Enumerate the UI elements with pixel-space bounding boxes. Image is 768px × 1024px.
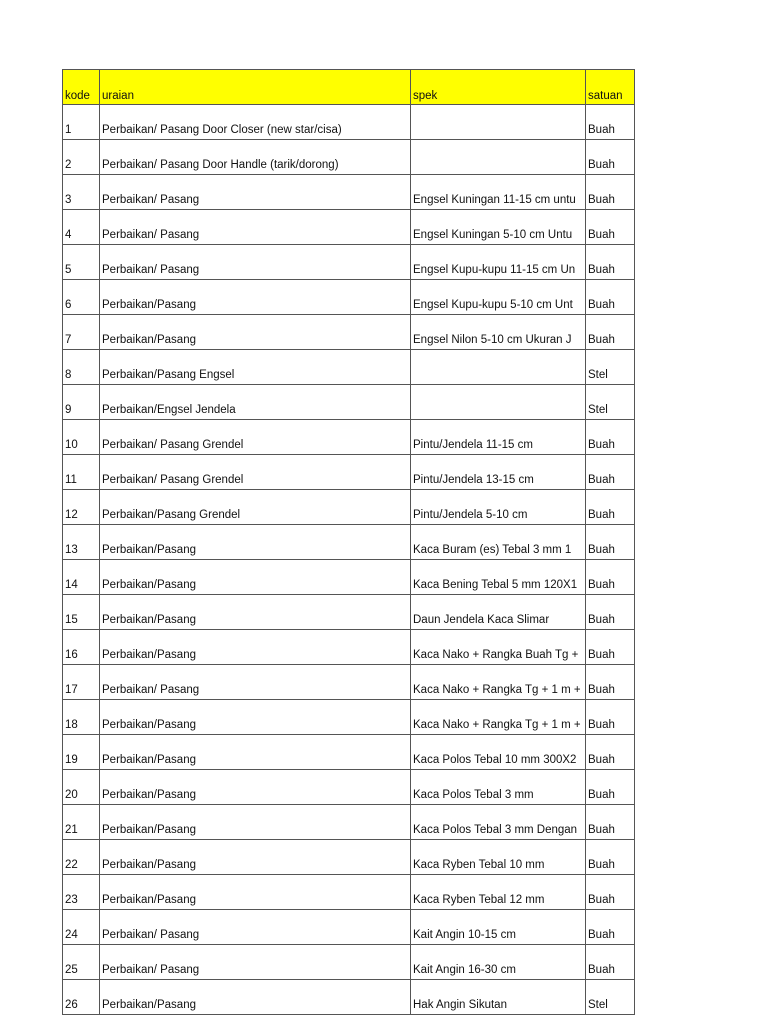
cell-uraian[interactable]: Perbaikan/ Pasang Door Closer (new star/cisa) bbox=[100, 105, 411, 140]
cell-uraian[interactable]: Perbaikan/ Pasang bbox=[100, 175, 411, 210]
table-row bbox=[63, 805, 635, 840]
cell-kode[interactable]: 3 bbox=[63, 175, 100, 210]
cell-uraian[interactable]: Perbaikan/Pasang bbox=[100, 525, 411, 560]
table-row bbox=[63, 875, 635, 910]
cell-spek[interactable]: Kaca Ryben Tebal 10 mm bbox=[411, 840, 586, 875]
cell-kode[interactable]: 18 bbox=[63, 700, 100, 735]
cell-satuan[interactable]: Buah bbox=[586, 315, 635, 350]
cell-kode[interactable]: 19 bbox=[63, 735, 100, 770]
cell-uraian[interactable]: Perbaikan/Pasang Grendel bbox=[100, 490, 411, 525]
cell-uraian[interactable]: Perbaikan/ Pasang Door Handle (tarik/dorong) bbox=[100, 140, 411, 175]
cell-uraian[interactable]: Perbaikan/Pasang bbox=[100, 700, 411, 735]
cell-spek[interactable]: Kaca Nako + Rangka Buah Tg + bbox=[411, 630, 586, 665]
cell-satuan[interactable]: Buah bbox=[586, 700, 635, 735]
spreadsheet-sheet bbox=[62, 69, 634, 1015]
cell-kode[interactable]: 7 bbox=[63, 315, 100, 350]
cell-kode[interactable]: 16 bbox=[63, 630, 100, 665]
cell-satuan[interactable]: Buah bbox=[586, 805, 635, 840]
header-row bbox=[63, 70, 635, 105]
cell-satuan[interactable]: Buah bbox=[586, 175, 635, 210]
cell-satuan[interactable]: Stel bbox=[586, 385, 635, 420]
cell-kode[interactable]: 12 bbox=[63, 490, 100, 525]
cell-spek[interactable]: Pintu/Jendela 13-15 cm bbox=[411, 455, 586, 490]
cell-satuan[interactable]: Buah bbox=[586, 665, 635, 700]
cell-kode[interactable]: 2 bbox=[63, 140, 100, 175]
cell-spek[interactable]: Engsel Kupu-kupu 5-10 cm Unt bbox=[411, 280, 586, 315]
cell-kode[interactable]: 6 bbox=[63, 280, 100, 315]
cell-spek[interactable]: Kaca Nako + Rangka Tg + 1 m + bbox=[411, 700, 586, 735]
cell-uraian[interactable]: Perbaikan/Engsel Jendela bbox=[100, 385, 411, 420]
cell-kode[interactable]: 10 bbox=[63, 420, 100, 455]
cell-spek[interactable]: Pintu/Jendela 11-15 cm bbox=[411, 420, 586, 455]
cell-kode[interactable]: 1 bbox=[63, 105, 100, 140]
work-items-table bbox=[62, 69, 635, 1015]
cell-kode[interactable]: 17 bbox=[63, 665, 100, 700]
cell-satuan[interactable]: Buah bbox=[586, 525, 635, 560]
cell-uraian[interactable]: Perbaikan/Pasang bbox=[100, 595, 411, 630]
cell-kode[interactable]: 5 bbox=[63, 245, 100, 280]
table-row bbox=[63, 700, 635, 735]
cell-satuan[interactable]: Buah bbox=[586, 455, 635, 490]
table-row bbox=[63, 315, 635, 350]
cell-kode[interactable]: 14 bbox=[63, 560, 100, 595]
cell-spek[interactable]: Engsel Kuningan 5-10 cm Untu bbox=[411, 210, 586, 245]
cell-satuan[interactable]: Buah bbox=[586, 245, 635, 280]
cell-kode[interactable]: 4 bbox=[63, 210, 100, 245]
cell-spek[interactable]: Kaca Ryben Tebal 12 mm bbox=[411, 875, 586, 910]
cell-satuan[interactable]: Buah bbox=[586, 770, 635, 805]
cell-kode[interactable]: 23 bbox=[63, 875, 100, 910]
cell-spek[interactable]: Kait Angin 10-15 cm bbox=[411, 910, 586, 945]
cell-uraian[interactable]: Perbaikan/Pasang bbox=[100, 315, 411, 350]
cell-uraian[interactable]: Perbaikan/Pasang bbox=[100, 735, 411, 770]
cell-satuan[interactable]: Stel bbox=[586, 980, 635, 1015]
cell-satuan[interactable]: Stel bbox=[586, 350, 635, 385]
cell-kode[interactable]: 8 bbox=[63, 350, 100, 385]
table-row bbox=[63, 595, 635, 630]
cell-uraian[interactable]: Perbaikan/Pasang bbox=[100, 280, 411, 315]
cell-spek[interactable]: Engsel Nilon 5-10 cm Ukuran J bbox=[411, 315, 586, 350]
cell-kode[interactable]: 24 bbox=[63, 910, 100, 945]
cell-satuan[interactable]: Buah bbox=[586, 560, 635, 595]
cell-spek[interactable] bbox=[411, 350, 586, 385]
cell-uraian[interactable]: Perbaikan/ Pasang bbox=[100, 665, 411, 700]
table-row bbox=[63, 140, 635, 175]
cell-kode[interactable]: 20 bbox=[63, 770, 100, 805]
table-row bbox=[63, 770, 635, 805]
header-satuan[interactable]: satuan bbox=[586, 70, 635, 105]
cell-spek[interactable]: Kait Angin 16-30 cm bbox=[411, 945, 586, 980]
table-row bbox=[63, 735, 635, 770]
cell-spek[interactable]: Hak Angin Sikutan bbox=[411, 980, 586, 1015]
table-row bbox=[63, 525, 635, 560]
cell-spek[interactable]: Engsel Kupu-kupu 11-15 cm Un bbox=[411, 245, 586, 280]
table-row bbox=[63, 245, 635, 280]
table-row bbox=[63, 910, 635, 945]
cell-satuan[interactable]: Buah bbox=[586, 490, 635, 525]
cell-satuan[interactable]: Buah bbox=[586, 875, 635, 910]
cell-spek[interactable]: Kaca Nako + Rangka Tg + 1 m + bbox=[411, 665, 586, 700]
cell-satuan[interactable]: Buah bbox=[586, 735, 635, 770]
cell-uraian[interactable]: Perbaikan/Pasang bbox=[100, 560, 411, 595]
cell-satuan[interactable]: Buah bbox=[586, 280, 635, 315]
cell-spek[interactable] bbox=[411, 105, 586, 140]
table-row bbox=[63, 455, 635, 490]
cell-satuan[interactable]: Buah bbox=[586, 420, 635, 455]
cell-satuan[interactable]: Buah bbox=[586, 105, 635, 140]
cell-spek[interactable]: Kaca Buram (es) Tebal 3 mm 1 bbox=[411, 525, 586, 560]
table-row bbox=[63, 280, 635, 315]
cell-spek[interactable]: Kaca Polos Tebal 10 mm 300X2 bbox=[411, 735, 586, 770]
cell-spek[interactable] bbox=[411, 385, 586, 420]
cell-kode[interactable]: 9 bbox=[63, 385, 100, 420]
cell-uraian[interactable]: Perbaikan/ Pasang bbox=[100, 210, 411, 245]
cell-uraian[interactable]: Perbaikan/Pasang bbox=[100, 840, 411, 875]
cell-uraian[interactable]: Perbaikan/Pasang bbox=[100, 875, 411, 910]
cell-uraian[interactable]: Perbaikan/Pasang Engsel bbox=[100, 350, 411, 385]
cell-kode[interactable]: 25 bbox=[63, 945, 100, 980]
cell-spek[interactable]: Kaca Polos Tebal 3 mm bbox=[411, 770, 586, 805]
cell-satuan[interactable]: Buah bbox=[586, 210, 635, 245]
cell-satuan[interactable]: Buah bbox=[586, 840, 635, 875]
cell-kode[interactable]: 13 bbox=[63, 525, 100, 560]
table-body bbox=[63, 105, 635, 1015]
cell-kode[interactable]: 26 bbox=[63, 980, 100, 1015]
cell-uraian[interactable]: Perbaikan/Pasang bbox=[100, 630, 411, 665]
cell-satuan[interactable]: Buah bbox=[586, 910, 635, 945]
table-row bbox=[63, 210, 635, 245]
cell-satuan[interactable]: Buah bbox=[586, 140, 635, 175]
table-row bbox=[63, 560, 635, 595]
table-row bbox=[63, 105, 635, 140]
cell-uraian[interactable]: Perbaikan/ Pasang bbox=[100, 945, 411, 980]
cell-uraian[interactable]: Perbaikan/ Pasang bbox=[100, 910, 411, 945]
table-row bbox=[63, 385, 635, 420]
header-uraian[interactable]: uraian bbox=[100, 70, 411, 105]
cell-kode[interactable]: 11 bbox=[63, 455, 100, 490]
cell-spek[interactable]: Daun Jendela Kaca Slimar bbox=[411, 595, 586, 630]
header-spek[interactable]: spek bbox=[411, 70, 586, 105]
table-row bbox=[63, 490, 635, 525]
cell-spek[interactable]: Pintu/Jendela 5-10 cm bbox=[411, 490, 586, 525]
header-kode[interactable]: kode bbox=[63, 70, 100, 105]
cell-uraian[interactable]: Perbaikan/ Pasang Grendel bbox=[100, 455, 411, 490]
table-row bbox=[63, 945, 635, 980]
cell-satuan[interactable]: Buah bbox=[586, 630, 635, 665]
cell-spek[interactable]: Engsel Kuningan 11-15 cm untu bbox=[411, 175, 586, 210]
cell-uraian[interactable]: Perbaikan/ Pasang bbox=[100, 245, 411, 280]
cell-kode[interactable]: 15 bbox=[63, 595, 100, 630]
table-row bbox=[63, 420, 635, 455]
table-row bbox=[63, 980, 635, 1015]
cell-uraian[interactable]: Perbaikan/Pasang bbox=[100, 770, 411, 805]
cell-kode[interactable]: 21 bbox=[63, 805, 100, 840]
table-row bbox=[63, 350, 635, 385]
table-row bbox=[63, 840, 635, 875]
cell-spek[interactable]: Kaca Bening Tebal 5 mm 120X1 bbox=[411, 560, 586, 595]
cell-spek[interactable]: Kaca Polos Tebal 3 mm Dengan bbox=[411, 805, 586, 840]
cell-satuan[interactable]: Buah bbox=[586, 945, 635, 980]
cell-uraian[interactable]: Perbaikan/ Pasang Grendel bbox=[100, 420, 411, 455]
table-row bbox=[63, 175, 635, 210]
cell-kode[interactable]: 22 bbox=[63, 840, 100, 875]
table-row bbox=[63, 630, 635, 665]
table-row bbox=[63, 665, 635, 700]
cell-uraian[interactable]: Perbaikan/Pasang bbox=[100, 805, 411, 840]
cell-spek[interactable] bbox=[411, 140, 586, 175]
cell-uraian[interactable]: Perbaikan/Pasang bbox=[100, 980, 411, 1015]
cell-satuan[interactable]: Buah bbox=[586, 595, 635, 630]
